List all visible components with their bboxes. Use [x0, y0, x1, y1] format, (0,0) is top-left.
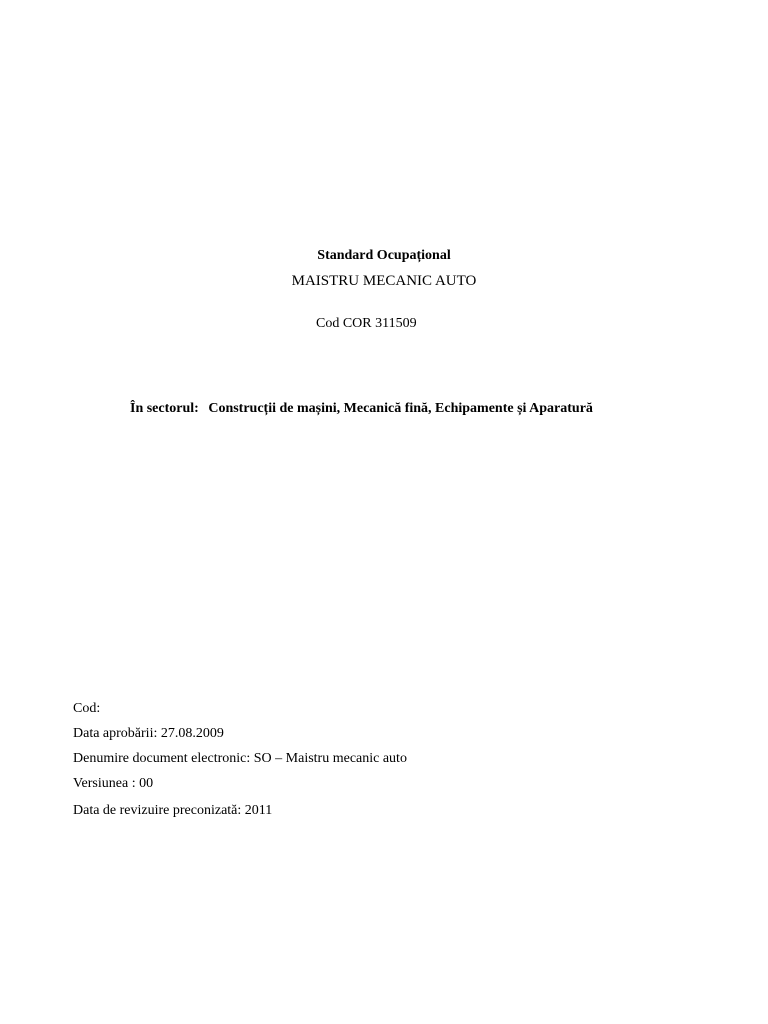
meta-version: Versiunea : 00	[73, 776, 154, 791]
meta-approval-date: Data aprobării: 27.08.2009	[73, 726, 224, 741]
meta-revision-date: Data de revizuire preconizată: 2011	[73, 803, 273, 818]
sector-label: În sectorul:	[130, 401, 199, 416]
occupation-name: MAISTRU MECANIC AUTO	[291, 273, 477, 289]
document-title: Standard Ocupațional	[317, 248, 451, 263]
meta-code: Cod:	[73, 701, 101, 716]
cor-code: Cod COR 311509	[316, 316, 417, 331]
sector-value: Construcții de mașini, Mecanică fină, Echipamente și Aparatură	[208, 401, 593, 416]
meta-electronic-document-name: Denumire document electronic: SO – Maistru mecanic auto	[73, 751, 407, 766]
sector-line	[130, 402, 593, 416]
